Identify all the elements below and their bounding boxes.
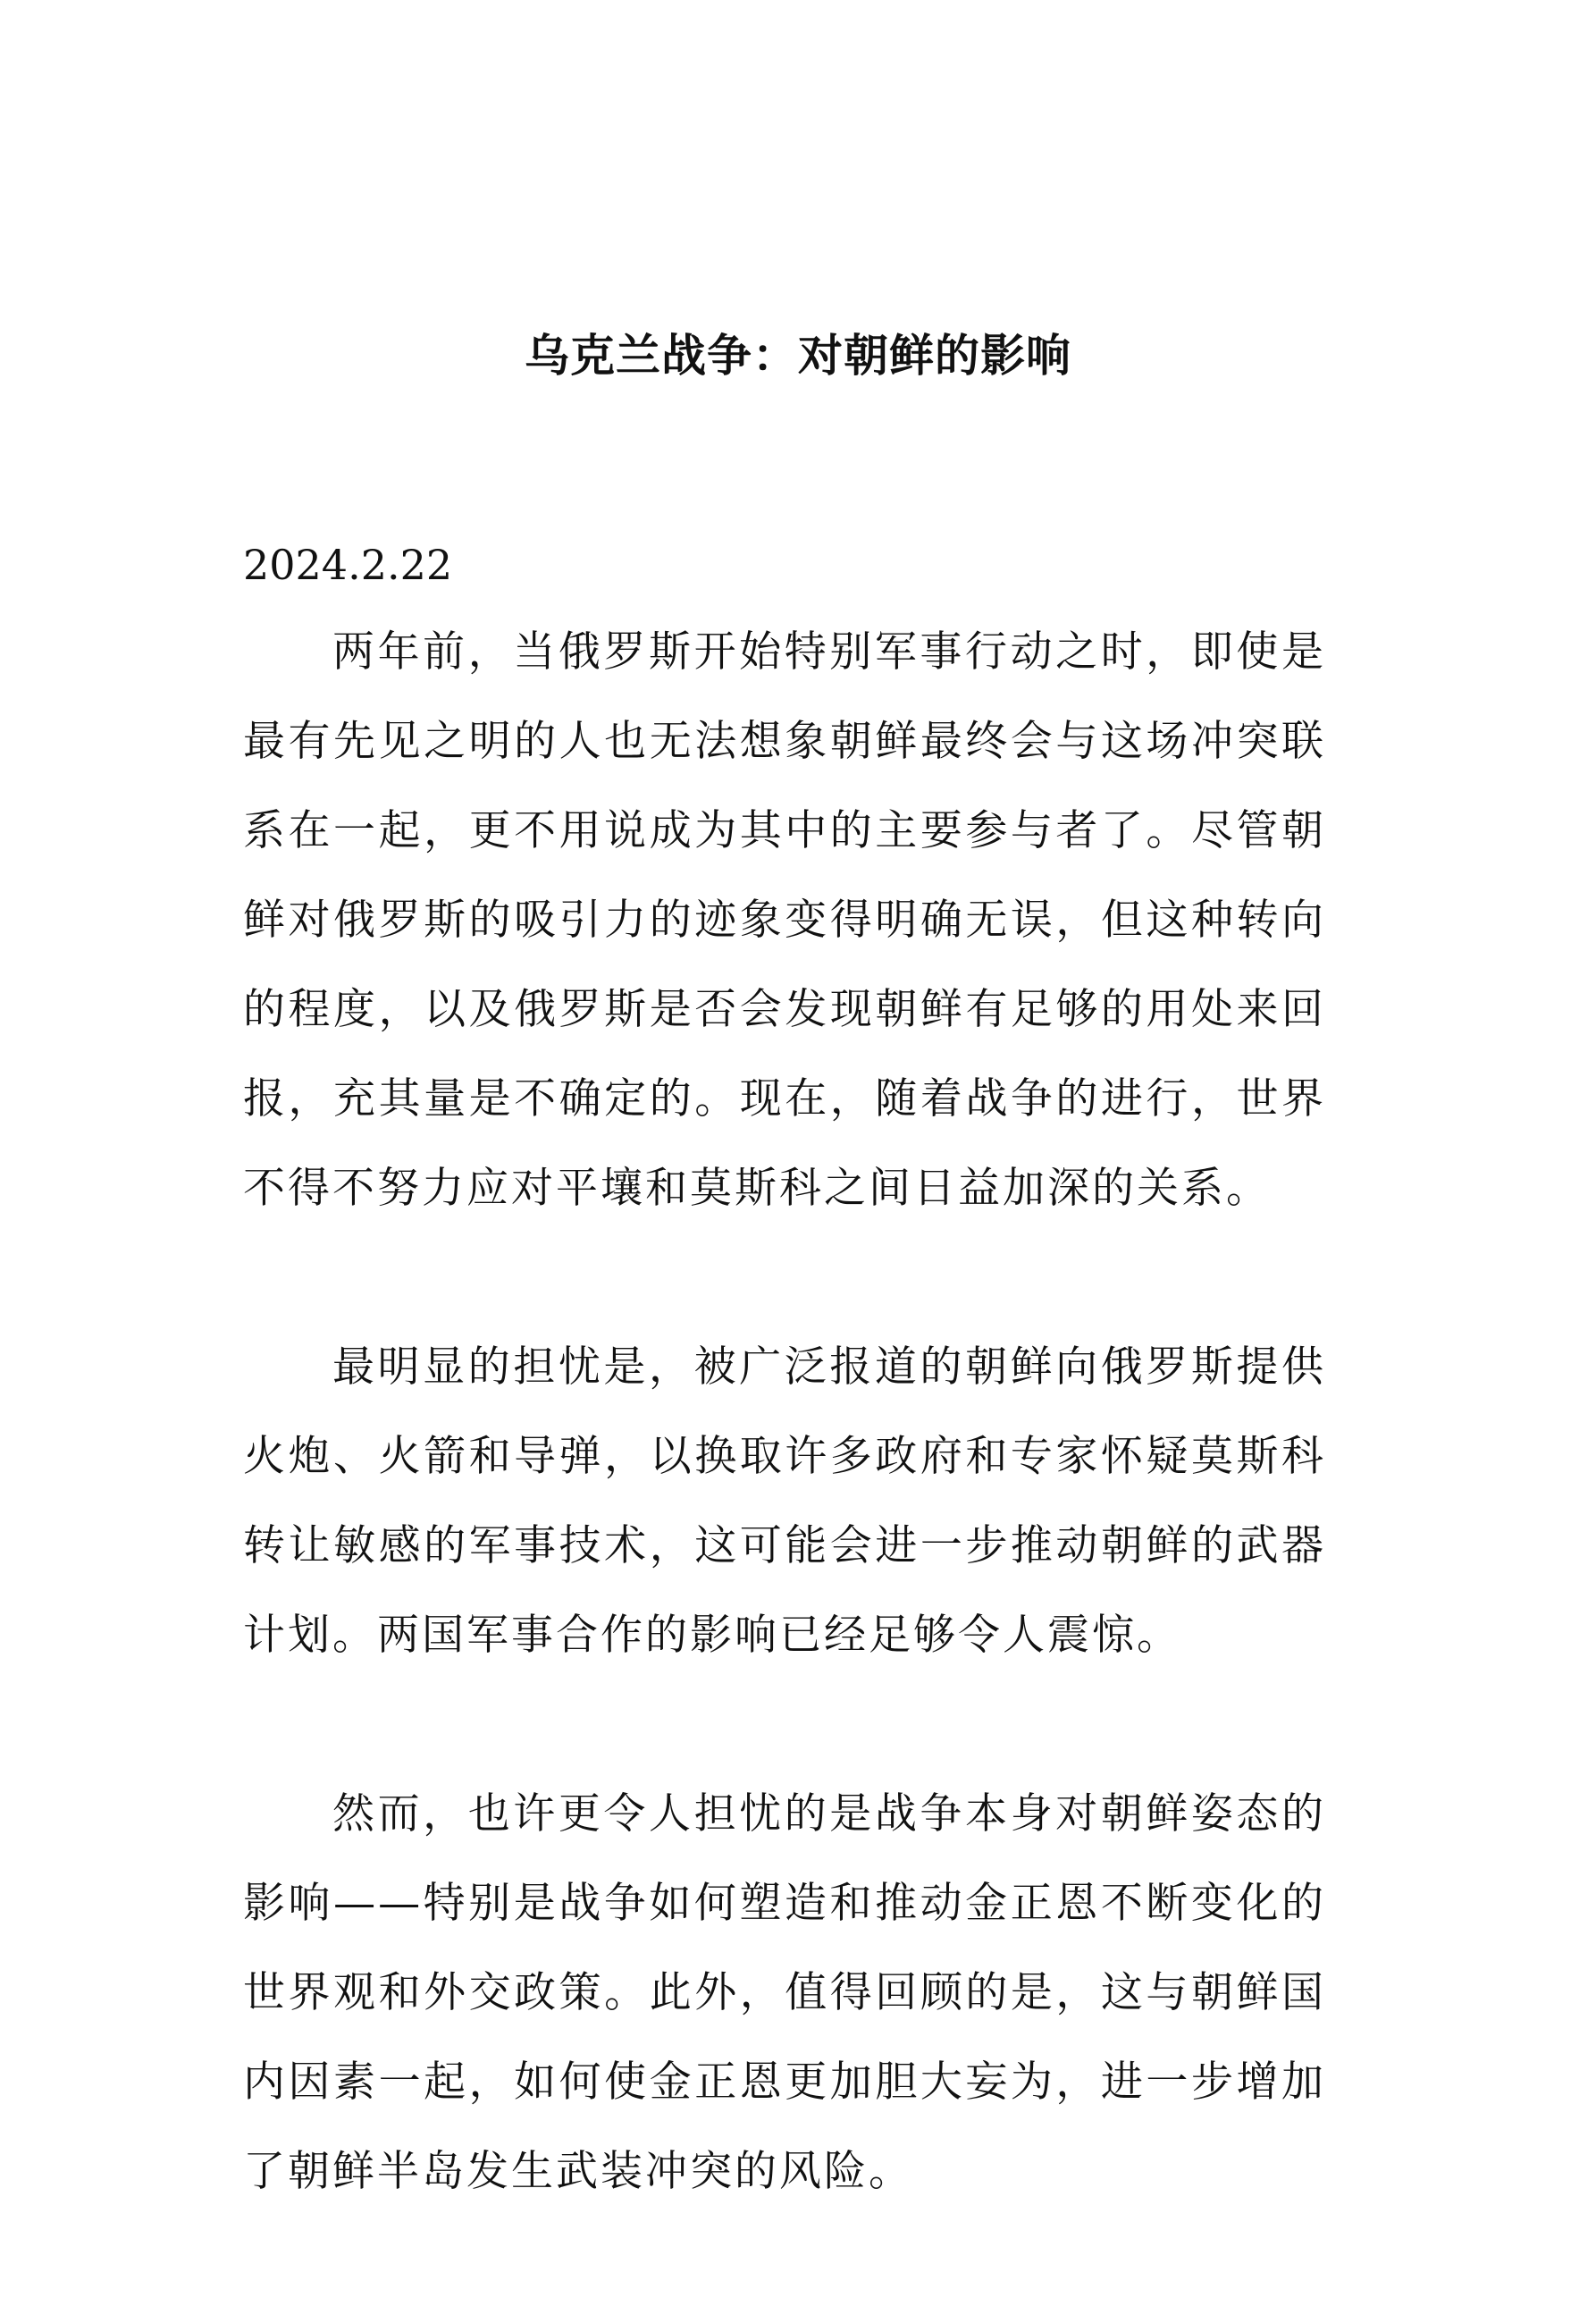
- paragraph-1: 两年前，当俄罗斯开始特别军事行动之时，即使是最有先见之明的人也无法想象朝鲜最终会与这场冲突联系在一起，更不用说成为其中的主要参与者了。尽管朝鲜对俄罗斯的吸引力的迹象变得明确无误，但这种转向的程度，以及俄罗斯是否会发现朝鲜有足够的用处来回报，充其量是不确定的。现在，随着战争的进行，世界不得不努力应对平壤和莫斯科之间日益加深的关系。: [243, 627, 1326, 1213]
- document-title: 乌克兰战争：对朝鲜的影响: [525, 330, 1071, 382]
- document-date: 2024.2.22: [243, 541, 453, 589]
- paragraph-3: 然而，也许更令人担忧的是战争本身对朝鲜姿态的影响——特别是战争如何塑造和推动金正恩不断变化的世界观和外交政策。此外，值得回顾的是，这与朝鲜国内因素一起，如何使金正恩更加胆大妄为，进一步增加了朝鲜半岛发生武装冲突的风险。: [243, 1789, 1326, 2196]
- paragraph-2: 最明显的担忧是，被广泛报道的朝鲜向俄罗斯提供火炮、火箭和导弹，以换取许多政府和专家怀疑莫斯科转让敏感的军事技术，这可能会进一步推动朝鲜的武器计划。两国军事合作的影响已经足够令人震惊。: [243, 1342, 1326, 1660]
- document-body: [243, 608, 1326, 2306]
